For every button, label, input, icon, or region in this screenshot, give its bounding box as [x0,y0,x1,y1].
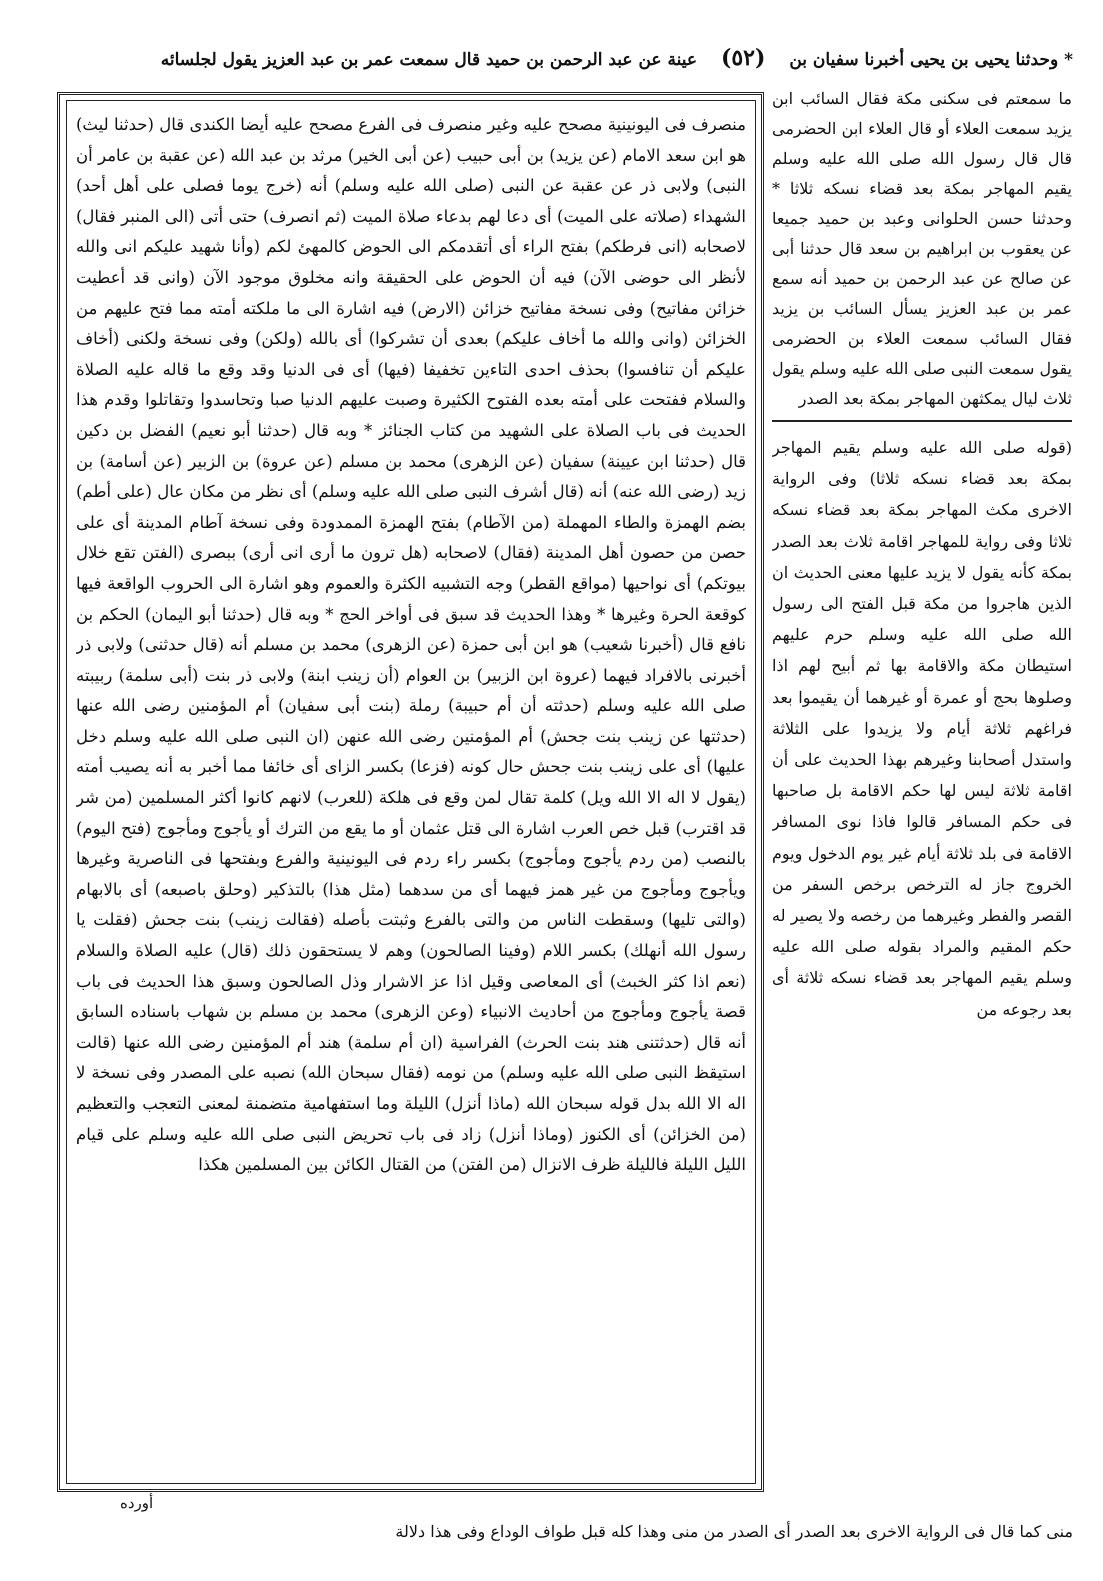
margin-column [772,84,1072,1504]
header-left-text: عينة عن عبد الرحمن بن حميد قال سمعت عمر بن عبد العزيز يقول لجلسائه [160,50,698,70]
catchword: أورده [120,1494,154,1512]
commentary-block [76,110,746,1478]
page-number: (٥٢) [720,45,766,71]
footer-line: منى كما قال فى الرواية الاخرى بعد الصدر أى الصدر من منى وهذا كله قبل طواف الوداع وفى هذا دلالة [395,1522,1073,1541]
margin-divider [772,420,1072,422]
hadith-text: ما سمعتم فى سكنى مكة فقال السائب ابن يزيد سمعت العلاء أو قال العلاء ابن الحضرمى قال قال رسول الله صلى الله عليه وسلم يقيم المهاجر بمكة بعد قضاء نسكه ثلاثا * وحدثنا حسن الحلوانى وعبد بن حميد جميعا عن يعقوب بن ابراهيم بن سعد قال حدثنا أبى عن صالح عن عبد الرحمن بن حميد أنه سمع عمر بن عبد العزيز يسأل السائب بن يزيد فقال السائب سمعت العلاء بن الحضرمى يقول سمعت النبى صلى الله عليه وسلم يقول ثلاث ليال يمكثهن المهاجر بمكة بعد الصدر [772,89,1072,408]
header-right-text: * وحدثنا يحيى بن يحيى أخبرنا سفيان بن [789,50,1073,70]
running-header [40,34,1073,82]
gloss-text: (قوله صلى الله عليه وسلم يقيم المهاجر بمكة بعد قضاء نسكه ثلاثا) وفى الرواية الاخرى مكث المهاجر بمكة بعد قضاء نسكه ثلاثا وفى رواية للمهاجر اقامة ثلاث بعد الصدر بمكة كأنه يقول لا يزيد عليها معنى الحديث ان الذين هاجروا من مكة قبل الفتح الى رسول الله صلى الله عليه وسلم حرم عليهم استيطان مكة والاقامة بها ثم أبيح لهم اذا وصلوها بحج أو عمرة أو غيرهما أن يقيموا بعد فراغهم ثلاثة أيام ولا يزيدوا على الثلاثة واستدل أصحابنا وغيرهم بهذا الحديث على أن اقامة ثلاثة ليس لها حكم الاقامة بل صاحبها فى حكم المسافر قالوا فاذا نوى المسافر الاقامة فى بلد ثلاثة أيام غير يوم الدخول ويوم الخروج جاز له الترخص برخص السفر من القصر والفطر وغيرهما من رخصه ولا يصير له حكم المقيم والمراد بقوله صلى الله عليه وسلم يقيم المهاجر بعد قضاء نسكه ثلاثة أى بعد رجوعه من [772,438,1072,1019]
commentary-text: منصرف فى اليونينية مصحح عليه وغير منصرف فى الفرع مصحح عليه أيضا الكندى قال (حدثنا ليث) هو ابن سعد الامام (عن يزيد) بن أبى حبيب (عن أبى الخير) مرثد بن عبد الله (عن عقبة بن عامر أن النبى) ولابى ذر عن عقبة عن النبى (صلى الله عليه وسلم) أنه (خرج يوما فصلى على أهل أحد) الشهداء (صلاته على الميت) أى دعا لهم بدعاء صلاة الميت (ثم انصرف) حتى أتى (الى المنبر فقال) لاصحابه (انى فرطكم) بفتح الراء أى أتقدمكم الى الحوض كالمهئ لكم (وأنا شهيد عليكم انى والله لأنظر الى حوضى الآن) فيه أن الحوض على الحقيقة وانه مخلوق موجود الآن (وانى قد أعطيت خزائن مفاتيح) وفى نسخة مفاتيح خزائن (الارض) فيه اشارة الى ما ملكته أمته مما فتح عليهم من الخزائن (وانى والله ما أخاف عليكم) بعدى أن تشركوا) أى بالله (ولكن) وفى نسخة ولكنى (أخاف عليكم أن تنافسوا) بحذف احدى التاءين تخفيفا (فيها) أى فى الدنيا وقد وقع ما قاله عليه الصلاة والسلام ففتحت على أمته بعده الفتوح الكثيرة وصبت عليهم الدنيا صبا وتحاسدوا وتقاتلوا وقدم هذا الحديث فى باب الصلاة على الشهيد من كتاب الجنائز * وبه قال (حدثنا أبو نعيم) الفضل بن دكين قال (حدثنا ابن عيينة) سفيان (عن الزهرى) محمد بن مسلم (عن عروة) بن الزبير (عن أسامة) بن زيد (رضى الله عنه) أنه (قال أشرف النبى صلى الله عليه وسلم) أى نظر من مكان عال (على أطم) بضم الهمزة والطاء المهملة (من الآطام) بفتح الهمزة الممدودة وفى نسخة آطام المدينة أى على حصن من حصون أهل المدينة (فقال) لاصحابه (هل ترون ما أرى انى أرى) ببصرى (الفتن تقع خلال بيوتكم) أى نواحيها (مواقع القطر) وجه التشبيه الكثرة والعموم وهو اشارة الى الحروب الواقعة فيها كوقعة الحرة وغيرها * وهذا الحديث قد سبق فى أواخر الحج * وبه قال (حدثنا أبو اليمان) الحكم بن نافع قال (أخبرنا شعيب) هو ابن أبى حمزة (عن الزهرى) محمد بن مسلم أنه (قال حدثنى) ولابى ذر أخبرنى بالافراد فيهما (عروة ابن الزبير) بن العوام (أن زينب ابنة) ولابى ذر بنت (أبى سلمة) ربيبته صلى الله عليه وسلم (حدثته أن أم حبيبة) رملة (بنت أبى سفيان) أم المؤمنين رضى الله عنها (حدثتها عن زينب بنت جحش) أم المؤمنين رضى الله عنهن (ان النبى صلى الله عليه وسلم دخل عليها) أى على زينب بنت جحش حال كونه (فزعا) بكسر الزاى أى خائفا مما أخبر به أنه يصيب أمته (يقول لا اله الا الله ويل) كلمة تقال لمن وقع فى هلكة (للعرب) لانهم كانوا أكثر المسلمين (من شر قد اقترب) قبل خص العرب اشارة الى قتل عثمان أو ما يقع من الترك أو يأجوج ومأجوج (فتح اليوم) بالنصب (من ردم يأجوج ومأجوج) بكسر راء ردم فى اليونينية والفرع وبفتحها فى الناصرية وغيرها ويأجوج ومأجوج من غير همز فيهما أى من سدهما (مثل هذا) بالتذكير (وحلق باصبعه) أى بالابهام (والتى تليها) وسقطت الناس من والتى بالفرع وثبتت بأصله (فقالت زينب) بنت جحش (فقلت يا رسول الله أنهلك) بكسر اللام (وفينا الصالحون) وهم لا يستحقون ذلك (قال) عليه الصلاة والسلام (نعم اذا كثر الخبث) أى المعاصى وقيل اذا عز الاشرار وذل الصالحون وسبق هذا الحديث فى باب قصة يأجوج ومأجوج من أحاديث الانبياء (وعن الزهرى) محمد بن مسلم بن شهاب باسناده السابق أنه قال (حدثتنى هند بنت الحرث) الفراسية (ان أم سلمة) هند أم المؤمنين رضى الله عنها (قالت استيقظ النبى صلى الله عليه وسلم) من نومه (فقال سبحان الله) نصبه على المصدر وفى نسخة لا اله الا الله بدل قوله سبحان الله (ماذا أنزل) الليلة وما استفهامية متضمنة لمعنى التعجب والتعظيم (من الخزائن) أى الكنوز (وماذا أنزل) زاد فى باب تحريض النبى صلى الله عليه وسلم على قيام الليل الليلة فالليلة ظرف الانزال (من الفتن) من القتال الكائن بين المسلمين هكذا [76,115,746,1175]
